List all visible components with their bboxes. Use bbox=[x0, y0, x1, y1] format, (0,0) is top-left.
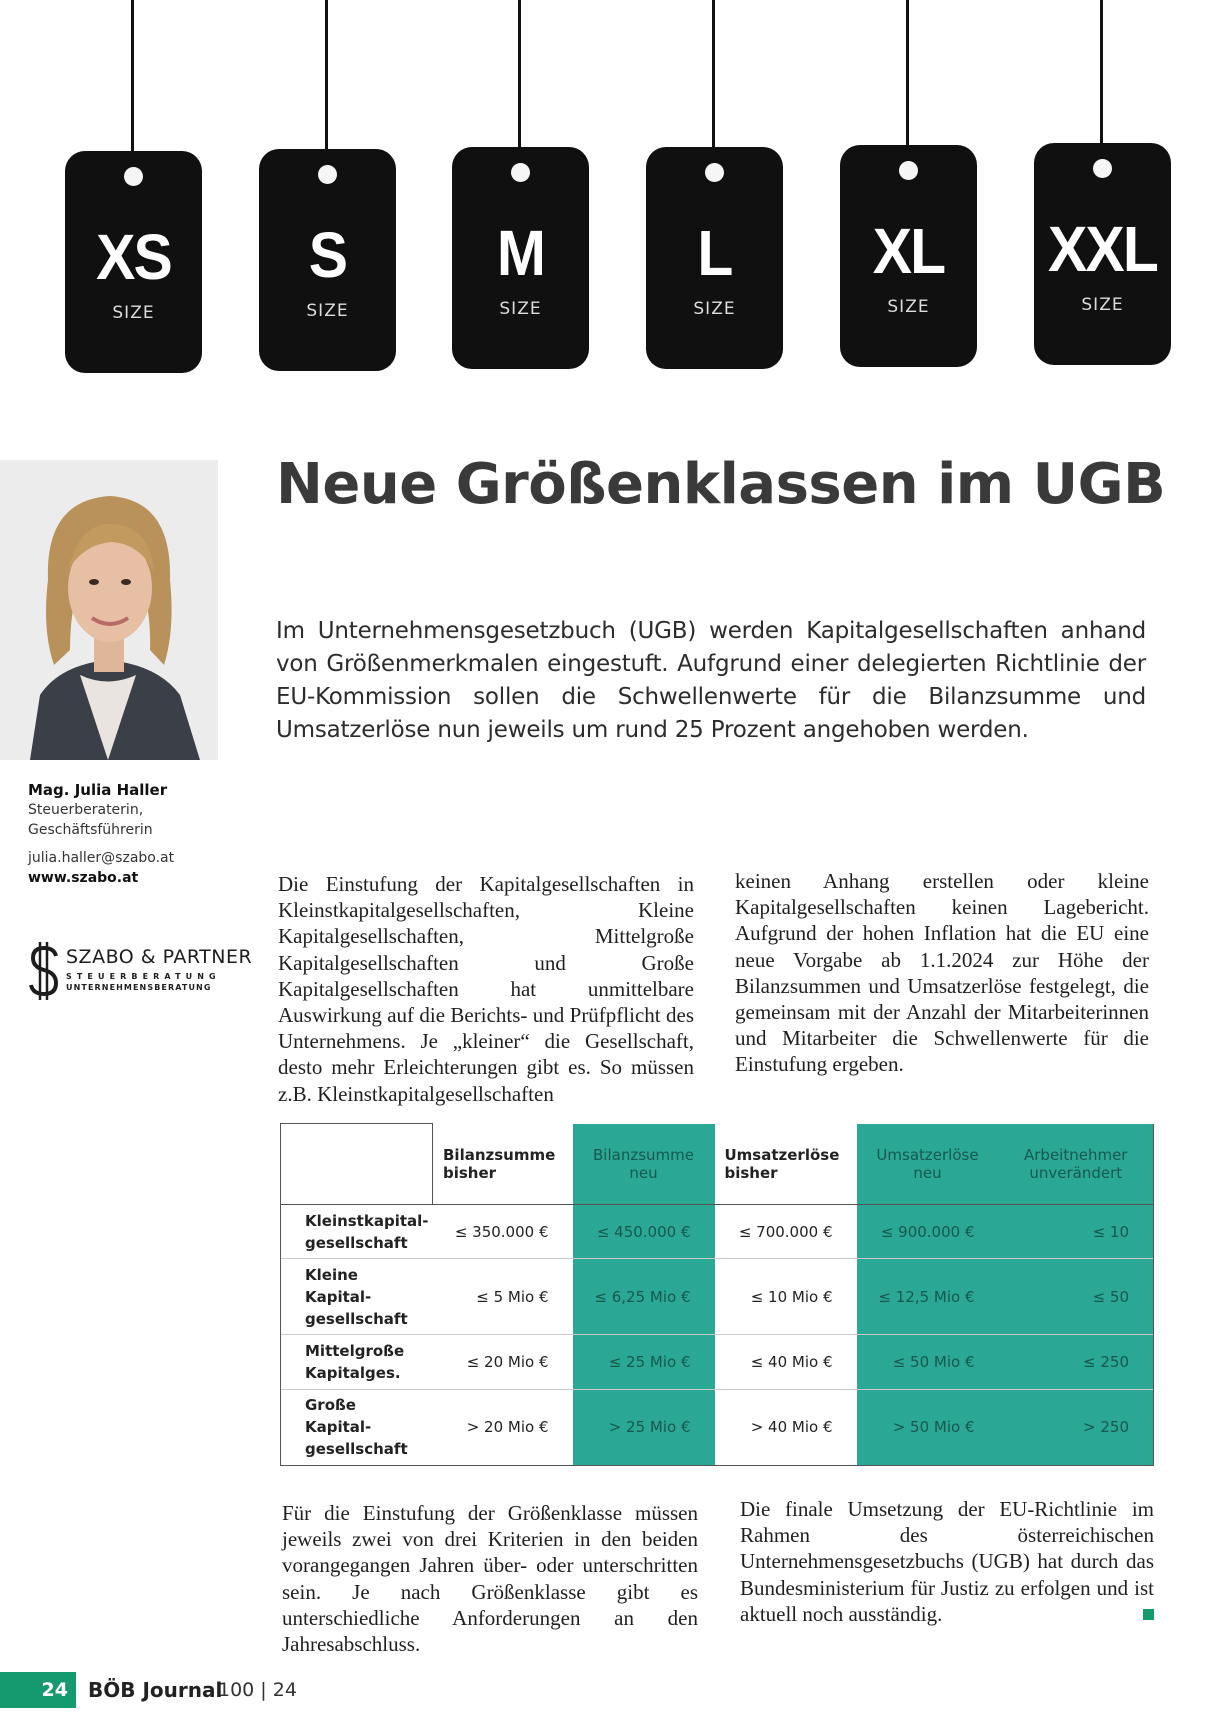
tag-string bbox=[1100, 0, 1103, 152]
header-bilanz-neu: Bilanzsumme neu bbox=[573, 1124, 715, 1205]
table-row bbox=[281, 1389, 1154, 1465]
logo-subtitle-tax: STEUERBERATUNG bbox=[66, 972, 221, 981]
tag-hole bbox=[511, 163, 530, 182]
table-row bbox=[281, 1259, 1154, 1335]
size-tag-word: SIZE bbox=[693, 299, 736, 319]
size-tag-xs bbox=[65, 151, 202, 373]
cell-umsatz-bisher: ≤ 40 Mio € bbox=[750, 1353, 833, 1371]
size-tag-l bbox=[646, 147, 783, 369]
cell-umsatz-neu: ≤ 12,5 Mio € bbox=[857, 1259, 999, 1335]
size-tag-label: XL bbox=[872, 215, 945, 287]
tag-string bbox=[518, 0, 521, 156]
size-tag-word: SIZE bbox=[499, 299, 542, 319]
cell-umsatz-bisher: ≤ 700.000 € bbox=[738, 1222, 833, 1241]
cell-arbeitnehmer: ≤ 10 bbox=[999, 1205, 1154, 1259]
journal-name: BÖB Journal bbox=[88, 1678, 223, 1702]
author-portrait-illustration bbox=[0, 460, 218, 760]
body-column-4 bbox=[740, 1496, 1154, 1627]
tag-hole bbox=[124, 167, 143, 186]
author-email[interactable]: julia.haller@szabo.at bbox=[28, 850, 175, 866]
cell-bilanz-neu: ≤ 25 Mio € bbox=[573, 1335, 715, 1389]
table-row bbox=[281, 1335, 1154, 1389]
cell-umsatz-neu: ≤ 900.000 € bbox=[857, 1205, 999, 1259]
cell-bilanz-neu: > 25 Mio € bbox=[573, 1389, 715, 1465]
article-lead: Im Unternehmensgesetzbuch (UGB) werden Kapitalgesellschaften anhand von Größenmerkmalen eingestuft. Aufgrund einer delegierten Richtlinie der EU-Kommission sollen die Schwellenwerte für die Bilanzsumme und Umsatzerlöse nun jeweils um rund 25 Prozent angehoben werden. bbox=[276, 618, 1146, 743]
author-role: Steuerberaterin, bbox=[28, 802, 144, 818]
tag-hole bbox=[318, 165, 337, 184]
szabo-partner-logo bbox=[28, 940, 253, 1002]
author-position: Geschäftsführerin bbox=[28, 822, 153, 838]
size-tag-label: XXL bbox=[1048, 213, 1157, 285]
header-umsatz-bisher: Umsatzerlöse bisher bbox=[715, 1124, 857, 1205]
cell-arbeitnehmer: ≤ 50 bbox=[999, 1259, 1154, 1335]
tag-hole bbox=[705, 163, 724, 182]
size-tag-word: SIZE bbox=[887, 297, 930, 317]
size-tags-hero bbox=[0, 0, 1224, 400]
cell-umsatz-neu: ≤ 50 Mio € bbox=[857, 1335, 999, 1389]
cell-umsatz-bisher: ≤ 10 Mio € bbox=[750, 1287, 833, 1306]
cell-arbeitnehmer: > 250 bbox=[999, 1389, 1154, 1465]
journal-issue: 100 | 24 bbox=[218, 1679, 297, 1701]
row-label: Große Kapital-gesellschaft bbox=[281, 1389, 433, 1465]
author-portrait bbox=[0, 460, 218, 760]
tag-string bbox=[131, 0, 134, 160]
tag-hole bbox=[1093, 159, 1112, 178]
tag-string bbox=[325, 0, 328, 158]
author-name: Mag. Julia Haller bbox=[28, 781, 168, 799]
body-column-4-text: Die finale Umsetzung der EU-Richtlinie im Rahmen des österreichischen Unternehmensgesetzbuchs (UGB) hat durch das Bundesministerium für Justiz zu erfolgen und ist aktuell noch ausständig. bbox=[740, 1497, 1154, 1626]
author-website[interactable]: www.szabo.at bbox=[28, 870, 139, 886]
page-number: 24 bbox=[0, 1672, 76, 1708]
table-row bbox=[281, 1205, 1154, 1259]
cell-bilanz-bisher: > 20 Mio € bbox=[433, 1389, 573, 1465]
cell-umsatz-bisher: > 40 Mio € bbox=[715, 1389, 857, 1465]
body-column-1: Die Einstufung der Kapitalgesellschaften in Kleinstkapitalgesellschaften, Kleine Kapitalgesellschaften, Mittelgroße Kapitalgesellschaften und Große Kapitalgesellschaften hat unmittelbare Auswirkung auf die Berichts- und Prüfpflicht des Unternehmens. Je „kleiner“ die Gesellschaft, desto mehr Erleichterungen gibt es. So müssen z.B. Kleinstkapitalgesellschaften bbox=[278, 872, 694, 1106]
size-tag-xl bbox=[840, 145, 977, 367]
size-tag-m bbox=[452, 147, 589, 369]
size-tag-word: SIZE bbox=[306, 301, 349, 321]
header-arbeitnehmer: Arbeitnehmer unverändert bbox=[999, 1124, 1154, 1205]
logo-subtitle-consulting: UNTERNEHMENSBERATUNG bbox=[66, 983, 212, 992]
tag-string bbox=[712, 0, 715, 156]
thresholds-table bbox=[280, 1123, 1154, 1466]
cell-bilanz-neu: ≤ 450.000 € bbox=[573, 1205, 715, 1259]
cell-bilanz-bisher: ≤ 5 Mio € bbox=[476, 1287, 549, 1306]
end-of-article-square-icon bbox=[1143, 1609, 1154, 1620]
tag-hole bbox=[899, 161, 918, 180]
size-tag-s bbox=[259, 149, 396, 371]
logo-name: SZABO & PARTNER bbox=[66, 946, 253, 968]
size-tag-xxl bbox=[1034, 143, 1171, 365]
size-tag-word: SIZE bbox=[112, 303, 155, 323]
cell-umsatz-neu: > 50 Mio € bbox=[857, 1389, 999, 1465]
size-tag-word: SIZE bbox=[1081, 295, 1124, 315]
size-tag-label: S bbox=[308, 219, 347, 291]
cell-bilanz-bisher: ≤ 350.000 € bbox=[454, 1222, 549, 1241]
dollar-sign-icon bbox=[28, 940, 62, 1002]
body-column-3: Für die Einstufung der Größenklasse müssen jeweils zwei von drei Kriterien in den beiden vorangegangen Jahren über- oder unterschritten sein. Je nach Größenklasse gibt es unterschiedliche Anforderungen an den Jahresabschluss. bbox=[282, 1501, 698, 1657]
size-classes-table bbox=[280, 1123, 1153, 1466]
header-umsatz-neu: Umsatzerlöse neu bbox=[857, 1124, 999, 1205]
row-label: Kleine Kapital-gesellschaft bbox=[281, 1259, 433, 1335]
cell-bilanz-bisher: ≤ 20 Mio € bbox=[466, 1353, 549, 1371]
table-corner-cell bbox=[281, 1124, 433, 1205]
article-title: Neue Größenklassen im UGB bbox=[276, 452, 1166, 517]
size-tag-label: M bbox=[496, 217, 545, 289]
page-footer bbox=[0, 1672, 400, 1708]
size-tag-label: XS bbox=[96, 221, 171, 293]
row-label: Mittelgroße Kapitalges. bbox=[281, 1335, 433, 1389]
header-bilanz-bisher: Bilanzsumme bisher bbox=[433, 1124, 573, 1205]
body-column-2: keinen Anhang erstellen oder kleine Kapitalgesellschaften keinen Lagebericht. Aufgrund der hohen Inflation hat die EU eine neue Vorgabe ab 1.1.2024 zur Höhe der Bilanzsummen und Umsatzerlöse festgelegt, die gemeinsam mit der Anzahl der Mitarbeiterinnen und Mitarbeiter die Schwellenwerte für die Einstufung ergeben. bbox=[735, 869, 1149, 1077]
tag-string bbox=[906, 0, 909, 154]
size-tag-label: L bbox=[697, 217, 732, 289]
author-info bbox=[28, 780, 228, 888]
cell-arbeitnehmer: ≤ 250 bbox=[999, 1335, 1154, 1389]
table-header-row bbox=[281, 1124, 1154, 1205]
row-label: Kleinstkapital-gesellschaft bbox=[281, 1205, 433, 1259]
cell-bilanz-neu: ≤ 6,25 Mio € bbox=[573, 1259, 715, 1335]
